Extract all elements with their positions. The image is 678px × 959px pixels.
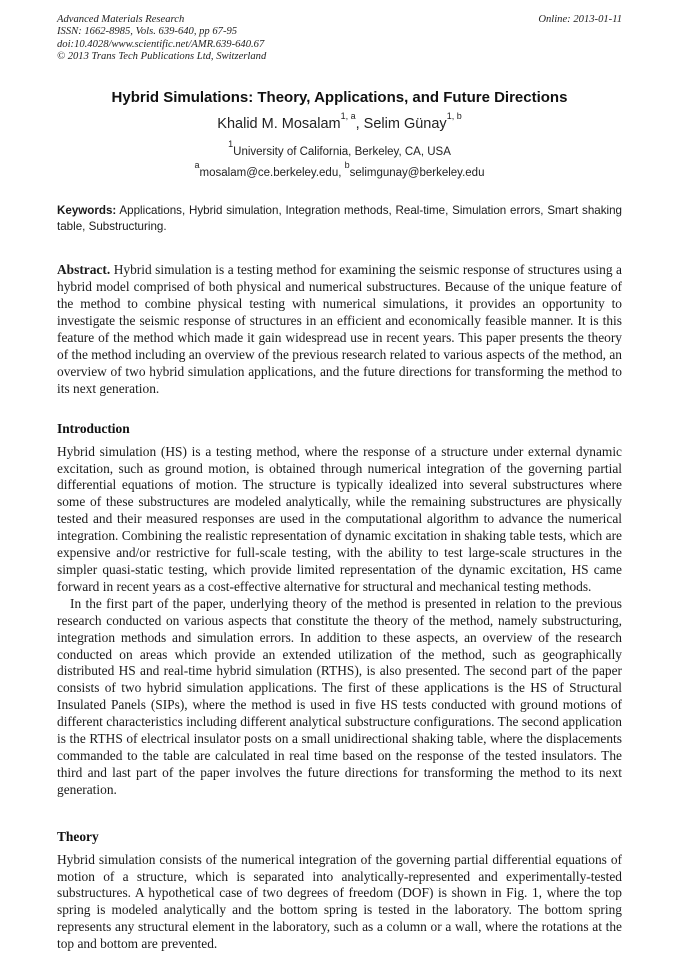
affiliation-text: University of California, Berkeley, CA, USA (233, 146, 451, 159)
author-separator: , (355, 116, 364, 133)
theory-paragraph-1: Hybrid simulation consists of the numerical integration of the governing partial differential equations of motion of a structure, which is separated into analytically-represented and experimentally-tested substructures. A hypothetical case of two degrees of freedom (DOF) is shown in Fig. 1, where the top spring is modeled analytically and the bottom spring is tested in the laboratory. The bottom spring represents any structural element in the laboratory, such as a column or a wall, where the rotations at the top and bottom are prevented. (57, 851, 622, 952)
email-a-address: mosalam@ce.berkeley.edu (199, 167, 339, 180)
keywords-block (57, 203, 622, 234)
section-heading-theory: Theory (57, 828, 99, 844)
author-line (57, 111, 622, 133)
introduction-paragraph-2: In the first part of the paper, underlying theory of the method is presented in relation to the previous research conducted on various aspects that constitute the theory of the method, namely substructuring, integration methods and simulation errors. In addition to these aspects, an overview of the research conducted on areas which provide an extended utilization of the method, such as geographically distributed HS and real-time hybrid simulation (RTHS), is also presented. The second part of the paper consists of two hybrid simulation applications. The first of these applications is the HS of Structural Insulated Panels (SIPs), where the method is used in five HS tests conducted with ground motions of different characteristics including different analytical substructure configurations. The second application is the RTHS of electrical insulator posts on a small unidirectional shaking table, where the displacements commanded to the table are calculated in real time based on the response of the tested insulators. The third and last part of the paper involves the future directions for transforming the method to its next generation. (57, 595, 622, 797)
publisher-header-left (57, 14, 266, 63)
doi-line: doi:10.4028/www.scientific.net/AMR.639-640.67 (57, 38, 265, 50)
email-a-superscript: a (194, 160, 200, 171)
paper-title: Hybrid Simulations: Theory, Applications, and Future Directions (111, 89, 568, 107)
publisher-header (57, 14, 622, 63)
online-date: Online: 2013-01-11 (538, 14, 622, 25)
abstract-text: Hybrid simulation is a testing method for examining the seismic response of structures using a hybrid model comprised of both physical and numerical substructures. Because of the unique feature of the method to combine physical testing with numerical simulations, it provides an opportunity to investigate the seismic response of structures in an efficient and economically feasible manner. It is this feature of the method which made it gain widespread use in recent years. This paper presents the theory of the method including an overview of the previous research related to various aspects of the method, an overview of two hybrid simulation applications, and the future directions for transforming the method to its next generation. (57, 262, 622, 396)
email-line (57, 160, 622, 180)
affiliation-superscript: 1 (228, 139, 234, 150)
email-b-superscript: b (344, 160, 350, 171)
copyright-line: © 2013 Trans Tech Publications Ltd, Switzerland (57, 50, 267, 62)
author-2-name: Selim Günay (363, 116, 447, 133)
keywords-text: Applications, Hybrid simulation, Integration methods, Real-time, Simulation errors, Smart shaking table, Substructuring. (57, 204, 622, 233)
keywords-label: Keywords: (57, 204, 117, 218)
abstract-block (57, 262, 622, 397)
affiliation-line (57, 139, 622, 159)
email-separator: , (338, 167, 345, 180)
issn-line: ISSN: 1662-8985, Vols. 639-640, pp 67-95 (57, 26, 238, 38)
author-1-superscript: 1, a (340, 111, 356, 122)
author-1-name: Khalid M. Mosalam (217, 116, 341, 133)
introduction-paragraph-1: Hybrid simulation (HS) is a testing method, where the response of a structure under external dynamic excitation, such as ground motion, is obtained through numerical integration of the governing partial differential equations of motion. The structure is typically idealized into several substructures where some of these substructures are modeled analytically, while the remaining substructures are physically tested and their measured responses are used in the computational algorithm to advance the numerical integration. Combining the realistic representation of dynamic excitation in shaking table tests, which are expensive and/or restrictive for full-scale testing, with the ability to test large-scale structures in the simpler quasi-static testing, which provide limited representation of the dynamic excitation, HS came forward in recent years as a cost-effective alternative for structural and mechanical testing methods. (57, 443, 622, 594)
email-b-address: selimgunay@berkeley.edu (349, 167, 485, 180)
author-2-superscript: 1, b (446, 111, 462, 122)
abstract-label: Abstract. (57, 262, 111, 278)
journal-name: Advanced Materials Research (57, 14, 185, 25)
section-heading-introduction: Introduction (57, 420, 130, 436)
